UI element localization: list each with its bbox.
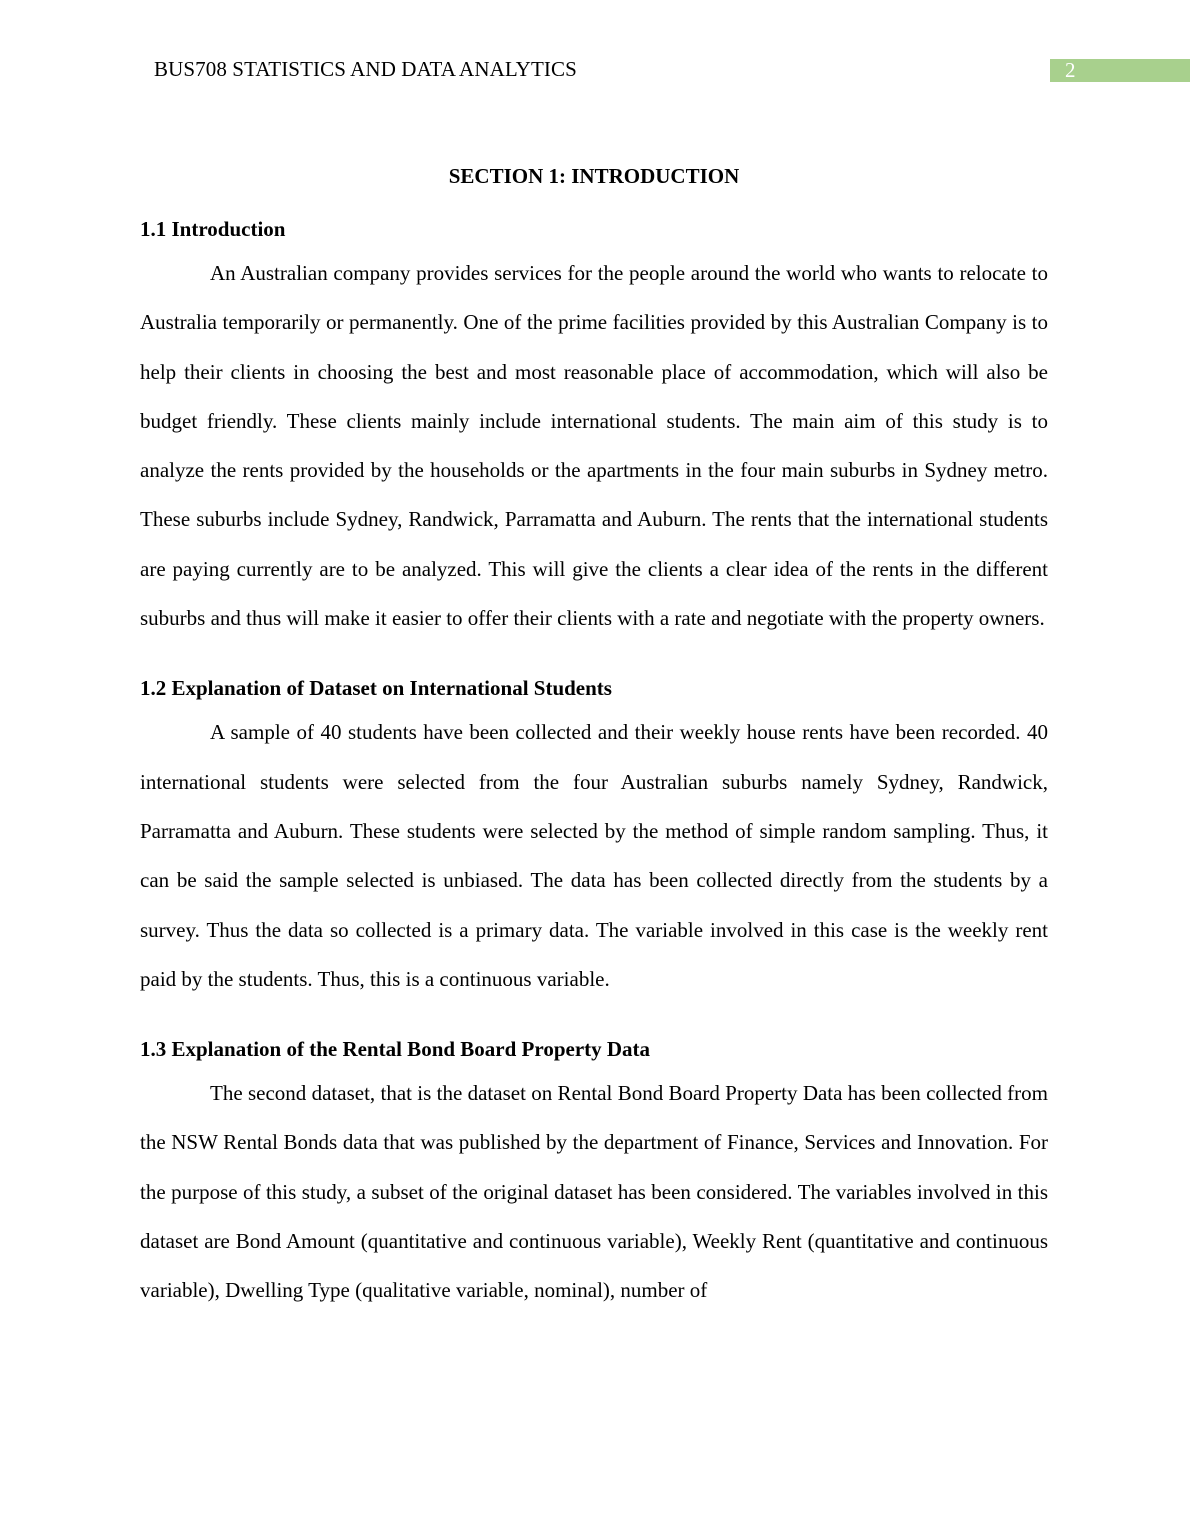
subheading-introduction: 1.1 Introduction (140, 217, 286, 241)
subheading-dataset-international-students: 1.2 Explanation of Dataset on International Students (140, 676, 612, 701)
section-title: SECTION 1: INTRODUCTION (448, 164, 740, 188)
document-body (140, 162, 1048, 1315)
paragraph-dataset-international-students: A sample of 40 students have been collected and their weekly house rents have been recorded. 40 international students were selected from the four Australian suburbs namely Sydney, Randwick, Parramatta and Auburn. These students were selected by the method of simple random sampling. Thus, it can be said the sample selected is unbiased. The data has been collected directly from the students by a survey. Thus the data so collected is a primary data. The variable involved in this case is the weekly rent paid by the students. Thus, this is a continuous variable. (140, 720, 1048, 991)
paragraph-rental-bond-board-data: The second dataset, that is the dataset on Rental Bond Board Property Data has been collected from the NSW Rental Bonds data that was published by the department of Finance, Services and Innovation. For the purpose of this study, a subset of the original dataset has been considered. The variables involved in this dataset are Bond Amount (quantitative and continuous variable), Weekly Rent (quantitative and continuous variable), Dwelling Type (qualitative variable, nominal), number of (140, 1081, 1048, 1303)
page-number-bar (1050, 59, 1190, 82)
subheading-rental-bond-board-data: 1.3 Explanation of the Rental Bond Board Property Data (140, 1037, 651, 1062)
running-header-title: BUS708 STATISTICS AND DATA ANALYTICS (154, 57, 577, 81)
page-number: 2 (1065, 58, 1076, 82)
paragraph-introduction: An Australian company provides services for the people around the world who wants to relocate to Australia temporarily or permanently. One of the prime facilities provided by this Australian Company is to help their clients in choosing the best and most reasonable place of accommodation, which will also be budget friendly. These clients mainly include international students. The main aim of this study is to analyze the rents provided by the households or the apartments in the four main suburbs in Sydney metro. These suburbs include Sydney, Randwick, Parramatta and Auburn. The rents that the international students are paying currently are to be analyzed. This will give the clients a clear idea of the rents in the different suburbs and thus will make it easier to offer their clients with a rate and negotiate with the property owners. (140, 261, 1048, 631)
